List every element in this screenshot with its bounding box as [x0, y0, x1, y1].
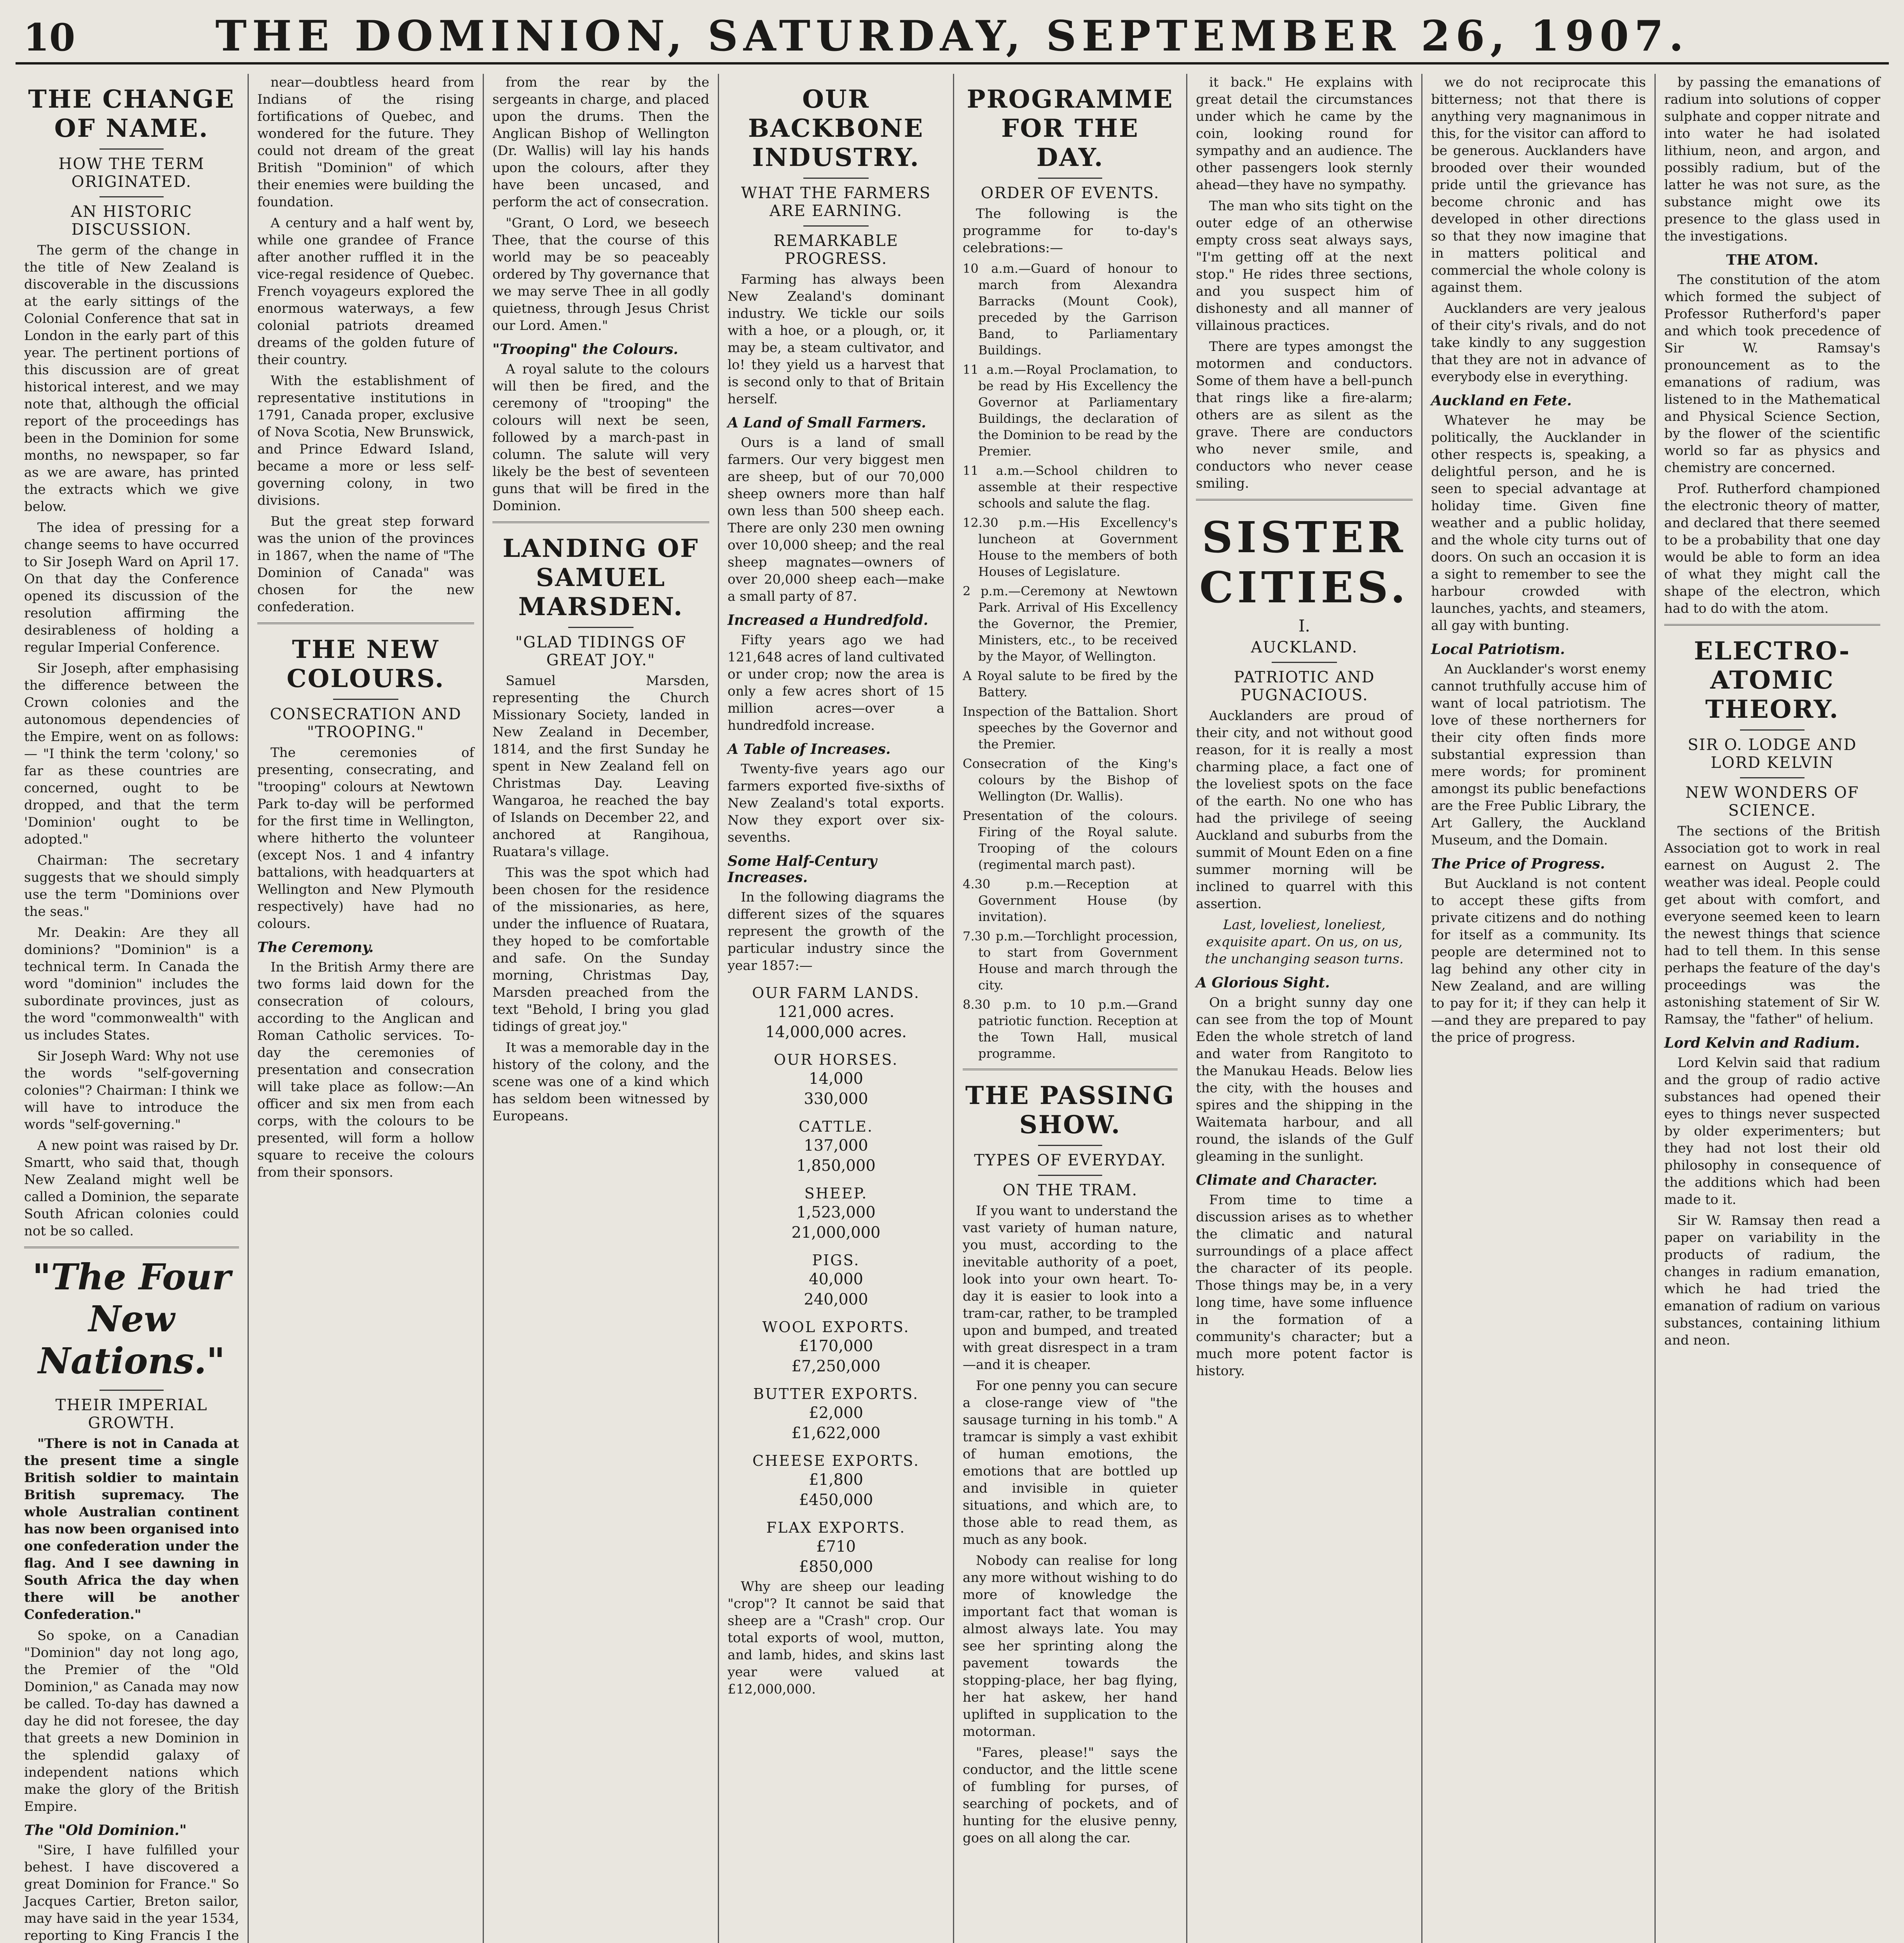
programme-event: Consecration of the King's colours by the Bishop of Wellington (Dr. Wallis). [963, 756, 1178, 804]
article-paragraph: A royal salute to the colours will then be fired, and the ceremony of "trooping" the colours will next be seen, followed by a march-past in column. The salute will very likely be the best of seventeen guns that will be fired in the Dominion. [492, 361, 709, 514]
subheadline: TYPES OF EVERYDAY. [974, 1151, 1166, 1169]
side-heading: Some Half-Century Increases. [728, 853, 877, 886]
diagram-value-now: 1,850,000 [796, 1157, 876, 1175]
diagram-label: FLAX EXPORTS. [766, 1519, 906, 1536]
programme-event: A Royal salute to be fired by the Battery. [963, 668, 1178, 699]
side-heading: Climate and Character. [1196, 1172, 1377, 1188]
section-divider [1196, 499, 1413, 501]
side-heading: A Table of Increases. [728, 741, 891, 757]
article-paragraph: But Auckland is not content to accept these gifts from private citizens and do nothing for itself as a community. Its people are determined not to lag behind any other city in New Zealand, and are willing to pay for it; if they can help it—and they are prepared to pay the price of progress. [1431, 876, 1646, 1045]
article-paragraph: With the establishment of representative institutions in 1791, Canada proper, exclusive of Nova Scotia, New Brunswick, and Prince Edward Island, became a more or less self-governing colony, in two divisions. [257, 373, 474, 508]
subheadline: ON THE TRAM. [1002, 1181, 1138, 1199]
column-2 [249, 74, 484, 1943]
section-divider [492, 522, 709, 523]
article-paragraph: Twenty-five years ago our farmers exported five-sixths of New Zealand's total exports. Now they export over six-sevenths. [728, 761, 944, 845]
programme-event: 7.30 p.m.—Torchlight procession, to start from Government House and march through the city. [963, 929, 1178, 992]
article-paragraph: The ceremonies of presenting, consecrating, and "trooping" colours at Newtown Park to-day will be performed for the first time in Wellington, where hitherto the volunteer (except Nos. 1 and 4 infantry battalions, with headquarters at Wellington and New Plymouth respectively) have had no colours. [257, 745, 474, 931]
article-paragraph: There are types amongst the motormen and conductors. Some of them have a bell-punch that rings like a fire-alarm; others are as silent as the grave. There are conductors who never smile, and conductors who never cease smiling. [1196, 339, 1413, 491]
article-paragraph: by passing the emanations of radium into solutions of copper sulphate and copper nitrate and into water he had isolated lithium, neon, and argon, and possibly radium, but of the latter he was not sure, as the substance might owe its presence to the glass used in the investigations. [1664, 75, 1880, 244]
article-paragraph: it back." He explains with great detail the circumstances under which he came by the coin, looking round for sympathy and an audience. The other passengers look sternly ahead—they have no sympathy. [1196, 75, 1413, 193]
diagram-value-now: £1,622,000 [791, 1424, 881, 1442]
diagram-label: PIGS. [812, 1252, 860, 1269]
article-paragraph: Chairman: The secretary suggests that we should simply use the term "Dominions over the seas." [24, 853, 239, 919]
section-divider [24, 1247, 239, 1248]
side-heading: The Price of Progress. [1431, 856, 1605, 872]
page-number: 10 [23, 16, 75, 59]
side-heading: Local Patriotism. [1431, 641, 1565, 658]
divider [1038, 1175, 1103, 1176]
events-list [963, 260, 1178, 1062]
diagram-value-1857: £2,000 [809, 1404, 863, 1422]
side-heading: A Land of Small Farmers. [728, 415, 926, 431]
article-paragraph: Sir Joseph Ward: Why not use the words "self-governing colonies"? Chairman: I think we will have to introduce the words "self-governing." [24, 1048, 239, 1132]
growth-diagrams [728, 984, 944, 1576]
subheadline: CONSECRATION AND "TROOPING." [270, 705, 462, 741]
section-divider [963, 1069, 1178, 1070]
subheadline: THEIR IMPERIAL GROWTH. [55, 1396, 208, 1432]
article-paragraph: Lord Kelvin said that radium and the group of radio active substances had opened their eyes to things never suspected by older experimenters; but they had not lost their old philosophy in consequence of the additions which had been made to it. [1664, 1055, 1880, 1207]
programme-event: 8.30 p.m. to 10 p.m.—Grand patriotic function. Reception at the Town Hall, musical programme. [963, 997, 1178, 1061]
article-paragraph: So spoke, on a Canadian "Dominion" day not long ago, the Premier of the "Old Dominion," as Canada may now be called. To-day has dawned a day he did not foresee, the day that greets a new Dominion in the splendid galaxy of independent nations which make the glory of the British Empire. [24, 1628, 239, 1814]
article-paragraph: The idea of pressing for a change seems to have occurred to Sir Joseph Ward on April 17. On that day the Conference opened its discussion of the resolution affirming the desirableness of holding a regular Imperial Conference. [24, 520, 239, 655]
subheadline: SIR O. LODGE AND LORD KELVIN [1688, 736, 1857, 772]
article-paragraph: An Aucklander's worst enemy cannot truthfully accuse him of want of local patriotism. The love of these northerners for their city often finds more substantial expression than mere words; for prominent amongst its public benefactions are the Free Public Library, the Art Gallery, the Auckland Museum, and the Domain. [1431, 661, 1646, 848]
article-paragraph: Samuel Marsden, representing the Church Missionary Society, landed in New Zealand in December, 1814, and the first Sunday he spent in New Zealand fell on Christmas Day. Leaving Wangaroa, he reached the bay of Islands on December 22, and anchored at Rangihoua, Ruatara's village. [492, 673, 709, 860]
article-paragraph: Aucklanders are very jealous of their city's rivals, and do not take kindly to any suggestion that they are not in advance of everybody else in everything. [1431, 301, 1646, 385]
programme-event: Presentation of the colours. Firing of the Royal salute. Trooping of the colours (regimental march past). [963, 808, 1178, 872]
divider [568, 627, 633, 628]
subheadline: HOW THE TERM ORIGINATED. [58, 155, 205, 191]
diagram-value-now: £450,000 [799, 1491, 873, 1509]
divider [1740, 777, 1805, 778]
programme-event: 11 a.m.—Royal Proclamation, to be read by His Excellency the Governor at Parliamentary Buildings, the declaration of the Dominion to be read by the Premier. [963, 362, 1178, 459]
divider [1038, 178, 1103, 179]
article-paragraph: The following is the programme for to-day's celebrations:— [963, 206, 1178, 256]
article-paragraph: Mr. Deakin: Are they all dominions? "Dominion" is a technical term. In Canada the word "dominion" includes the subordinate provinces, just as the word "commonwealth" with us includes States. [24, 925, 239, 1043]
article-paragraph: Sir Joseph, after emphasising the difference between the Crown colonies and the autonomous dependencies of the Empire, went on as follows:— "I think the term 'colony,' so far as these countries are concerned, ought to be dropped, and that the term 'Dominion' ought to be adopted." [24, 661, 239, 847]
column-8 [1656, 74, 1889, 1943]
diagram-label: CATTLE. [799, 1118, 873, 1135]
side-heading: Lord Kelvin and Radium. [1664, 1035, 1860, 1051]
diagram-value-1857: £710 [816, 1538, 856, 1556]
diagram-value-now: 21,000,000 [791, 1224, 881, 1242]
diagram-value-now: £850,000 [799, 1558, 873, 1576]
column-5 [954, 74, 1187, 1943]
diagram-value-1857: 1,523,000 [796, 1203, 876, 1221]
article-paragraph: A century and a half went by, while one grandee of France after another ruffled it in the vice-regal residence of Quebec. French voyageurs explored the enormous waterways, a few colonial patriots dreamed dreams of the golden future of their country. [257, 215, 474, 368]
programme-event: Inspection of the Battalion. Short speeches by the Governor and the Premier. [963, 704, 1178, 752]
article-paragraph: from the rear by the sergeants in charge, and placed upon the drums. Then the Anglican Bishop of Wellington (Dr. Wallis) will lay his hands upon the colours, after they have been uncased, and perform the act of consecration. [492, 75, 709, 210]
subheadline: PATRIOTIC AND PUGNACIOUS. [1234, 668, 1375, 704]
article-paragraph: Prof. Rutherford championed the electronic theory of matter, and declared that there seemed to be a probability that one day would be able to form an idea of what they might call the shape of the electron, which had to do with the atom. [1664, 481, 1880, 616]
headline-new-colours: THE NEW COLOURS. [286, 635, 445, 693]
column-3 [484, 74, 719, 1943]
divider [99, 148, 164, 150]
headline-sister-cities: SISTER CITIES. [1199, 512, 1409, 612]
series-number: I. [1298, 616, 1310, 635]
diagram-value-1857: 137,000 [804, 1137, 868, 1155]
headline-four-new-nations: "The Four New Nations." [32, 1256, 231, 1382]
programme-event: 4.30 p.m.—Reception at Government House (by invitation). [963, 877, 1178, 924]
programme-event: 11 a.m.—School children to assemble at their respective schools and salute the flag. [963, 463, 1178, 511]
article-paragraph: "Sire, I have fulfilled your behest. I have discovered a great Dominion for France." So Jacques Cartier, Breton sailor, may have said in the year 1534, reporting to King Francis I the [24, 1842, 239, 1943]
article-paragraph: Ours is a land of small farmers. Our very biggest men are sheep, but of our 70,000 sheep owners more than half own less than 500 sheep each. There are only 230 men owning over 10,000 sheep; and the real sheep magnates—owners of over 20,000 sheep each—make a small party of 87. [728, 435, 944, 604]
article-paragraph: near—doubtless heard from Indians of the rising fortifications of Quebec, and wondered for the future. They could not dream of the great British "Dominion" of which their enemies were building the foundation. [257, 75, 474, 210]
headline-change-of-name: THE CHANGE OF NAME. [28, 85, 235, 143]
subheadline: NEW WONDERS OF SCIENCE. [1685, 784, 1859, 820]
column-6 [1187, 74, 1422, 1943]
divider [1272, 662, 1337, 663]
side-heading: Increased a Hundredfold. [728, 612, 928, 628]
programme-event: 2 p.m.—Ceremony at Newtown Park. Arrival of His Excellency the Governor, the Premier, Ministers, etc., to be received by the Mayor, of Wellington. [963, 584, 1178, 664]
article-paragraph: On a bright sunny day one can see from the top of Mount Eden the whole stretch of land and water from Rangitoto to the Manukau Heads. Below lies the city, with the houses and spires and the shipping in the Waitemata harbour, and all round, the islands of the Gulf gleaming in the sunlight. [1196, 995, 1413, 1164]
article-paragraph: we do not reciprocate this bitterness; not that there is anything very magnanimous in this, for the visitor can afford to be generous. Aucklanders have brooded over their wounded pride until the grievance has become chronic and has developed in other directions so that they now imagine that in matters political and commercial the whole colony is against them. [1431, 75, 1646, 295]
side-heading: "Trooping" the Colours. [492, 341, 678, 358]
diagram-value-1857: £170,000 [799, 1337, 873, 1355]
subheadline: WHAT THE FARMERS ARE EARNING. [741, 184, 931, 220]
article-paragraph: Farming has always been New Zealand's dominant industry. We tickle our soils with a hoe, or a plough, or, it may be, a steam cultivator, and lo! they yield us a harvest that is second only to that of Britain herself. [728, 272, 944, 407]
masthead [16, 0, 1889, 65]
article-paragraph: Whatever he may be politically, the Aucklander in other respects is, speaking, a delightful person, and he is seen to special advantage at holiday time. Given fine weather and a public holiday, and the whole city turns out of doors. On such an occasion it is a sight to remember to see the harbour crowded with launches, yachts, and steamers, all gay with bunting. [1431, 413, 1646, 633]
article-paragraph: Why are sheep our leading "crop"? It cannot be said that sheep are a "Crash" crop. Our total exports of wool, mutton, and lamb, hides, and skins last year were valued at £12,000,000. [728, 1579, 944, 1697]
side-heading: The Ceremony. [257, 939, 374, 956]
column-4 [719, 74, 954, 1943]
article-paragraph: Nobody can realise for long any more without wishing to do more of knowledge the important fact that woman is almost always late. You may see her sprinting along the pavement towards the stopping-place, her bag flying, her hat askew, her hand uplifted in supplication to the motorman. [963, 1553, 1178, 1739]
column-7 [1422, 74, 1656, 1943]
page-columns [16, 74, 1889, 1943]
diagram-value-1857: 14,000 [809, 1070, 863, 1088]
diagram-label: SHEEP. [804, 1185, 868, 1202]
diagram-value-now: £7,250,000 [791, 1357, 881, 1375]
article-paragraph: From time to time a discussion arises as to whether the climatic and natural surroundings of a place affect the character of its people. Those things may be, in a very long time, have some influence in the formation of a community's character; but a much more potent factor is history. [1196, 1192, 1413, 1379]
divider [333, 699, 398, 700]
diagram-label: CHEESE EXPORTS. [752, 1452, 920, 1469]
diagram-value-now: 14,000,000 acres. [765, 1023, 907, 1041]
side-heading: THE ATOM. [1726, 252, 1818, 268]
subheadline: AN HISTORIC DISCUSSION. [71, 203, 192, 239]
diagram-value-now: 240,000 [804, 1291, 868, 1308]
divider [803, 225, 868, 227]
subheadline: ORDER OF EVENTS. [981, 184, 1160, 202]
programme-event: 10 a.m.—Guard of honour to march from Alexandra Barracks (Mount Cook), preceded by the Garrison Band, to Parliamentary Buildings. [963, 261, 1178, 358]
article-paragraph: This was the spot which had been chosen for the residence of the missionaries, as here, under the influence of Ruatara, they hoped to be comfortable and safe. On the Sunday morning, Christmas Day, Marsden preached from the text "Behold, I bring you glad tidings of great joy." [492, 865, 709, 1034]
article-paragraph: "Grant, O Lord, we beseech Thee, that the course of this world may be so peaceably ordered by Thy governance that we may serve Thee in all godly quietness, through Jesus Christ our Lord. Amen." [492, 215, 709, 333]
diagram-value-1857: 121,000 acres. [777, 1003, 895, 1021]
article-verse: Last, loveliest, loneliest, exquisite apart. On us, on us, the unchanging season turns. [1205, 917, 1404, 967]
headline-passing-show: THE PASSING SHOW. [965, 1081, 1175, 1139]
divider [1740, 729, 1805, 731]
diagram-label: OUR FARM LANDS. [752, 984, 920, 1001]
article-paragraph: In the following diagrams the different sizes of the squares represent the growth of the particular industry since the year 1857:— [728, 890, 944, 973]
newspaper-title: THE DOMINION, SATURDAY, SEPTEMBER 26, 1907. [215, 12, 1689, 61]
diagram-label: WOOL EXPORTS. [762, 1319, 910, 1336]
subheadline: "GLAD TIDINGS OF GREAT JOY." [515, 633, 687, 669]
subheadline: REMARKABLE PROGRESS. [773, 232, 899, 268]
subheadline: AUCKLAND. [1251, 638, 1358, 656]
divider [99, 196, 164, 197]
divider [1038, 1145, 1103, 1146]
diagram-value-now: 330,000 [804, 1090, 868, 1108]
headline-programme: PROGRAMME FOR THE DAY. [967, 85, 1174, 172]
article-paragraph: If you want to understand the vast variety of human nature, you must, according to the inevitable authority of a poet, look into your own heart. To-day it is easier to look into a tram-car, rather, to be trampled upon and bumped, and treated with great disrespect in a tram—and it is cheaper. [963, 1203, 1178, 1373]
article-paragraph: The man who sits tight on the outer edge of an otherwise empty cross seat always says, "I'm getting off at the next stop." He rides three sections, and you suspect him of dishonesty and all manner of villainous practices. [1196, 198, 1413, 333]
article-quote: "There is not in Canada at the present time a single British soldier to maintain British supremacy. The whole Australian continent has now been organised into one confederation under the flag. And I see dawning in South Africa the day when there will be another Confederation." [24, 1436, 239, 1622]
divider [803, 178, 868, 179]
article-paragraph: "Fares, please!" says the conductor, and the little scene of fumbling for purses, of searching of pockets, and of hunting for the elusive penny, goes on all along the car. [963, 1745, 1178, 1846]
article-paragraph: It was a memorable day in the history of the colony, and the scene was one of a kind which has seldom been witnessed by Europeans. [492, 1040, 709, 1124]
side-heading: A Glorious Sight. [1196, 975, 1330, 991]
column-1 [16, 74, 249, 1943]
headline-electro-atomic-theory: ELECTRO-ATOMIC THEORY. [1694, 637, 1851, 724]
article-paragraph: The germ of the change in the title of New Zealand is discoverable in the discussions at the early sittings of the Colonial Conference that sat in London in the early part of this year. The pertinent portions of this discussion are of great historical interest, and we may note that, although the official report of the proceedings has been in the Dominion for some months, no newspaper, so far as we are aware, has printed the extracts which we give below. [24, 242, 239, 515]
side-heading: Auckland en Fete. [1431, 392, 1572, 409]
article-paragraph: The constitution of the atom which formed the subject of Professor Rutherford's paper and which took precedence of Sir W. Ramsay's pronouncement as to the emanations of radium, was listened to in the Mathematical and Physical Science Section, by the flower of the scientific world so far as physics and chemistry are concerned. [1664, 272, 1880, 476]
article-paragraph: For one penny you can secure a close-range view of "the sausage turning in his tomb." A tramcar is simply a vast exhibit of human emotions, the emotions that are bottled up and invisible in quieter situations, and which are, to those able to read them, as much as any book. [963, 1378, 1178, 1547]
diagram-label: OUR HORSES. [773, 1051, 899, 1068]
article-paragraph: Fifty years ago we had 121,648 acres of land cultivated or under crop; now the area is only a few acres short of 15 million acres—over a hundredfold increase. [728, 632, 944, 733]
diagram-value-1857: £1,800 [809, 1471, 863, 1489]
article-paragraph: A new point was raised by Dr. Smartt, who said that, though New Zealand might well be called a Dominion, the separate South African colonies could not be so called. [24, 1138, 239, 1239]
divider [99, 1390, 164, 1391]
diagram-label: BUTTER EXPORTS. [753, 1385, 919, 1402]
section-divider [1664, 624, 1880, 626]
headline-landing-of-marsden: LANDING OF SAMUEL MARSDEN. [503, 534, 699, 621]
diagram-value-1857: 40,000 [809, 1270, 863, 1288]
programme-event: 12.30 p.m.—His Excellency's luncheon at Government House to the members of both Houses of Legislature. [963, 515, 1178, 579]
headline-backbone-industry: OUR BACKBONE INDUSTRY. [748, 85, 924, 172]
article-paragraph: Aucklanders are proud of their city, and not without good reason, for it is really a most charming place, a fact one of the loveliest spots on the face of the earth. No one who has had the privilege of seeing Auckland and suburbs from the summit of Mount Eden on a fine summer morning will be inclined to quarrel with this assertion. [1196, 708, 1413, 912]
side-heading: The "Old Dominion." [24, 1822, 187, 1838]
section-divider [257, 623, 474, 624]
article-paragraph: But the great step forward was the union of the provinces in 1867, when the name of "The Dominion of Canada" was chosen for the new confederation. [257, 514, 474, 615]
article-paragraph: The sections of the British Association got to work in real earnest on August 2. The weather was ideal. People could get about with comfort, and everyone seemed keen to learn the newest things that science had to tell them. In this sense perhaps the feature of the day's proceedings was the astonishing statement of Sir W. Ramsay, the "father" of helium. [1664, 823, 1880, 1027]
article-paragraph: Sir W. Ramsay then read a paper on variability in the products of radium, the changes in radium emanation, which he had tried the emanation of radium on various substances, containing lithium and neon. [1664, 1213, 1880, 1348]
article-paragraph: In the British Army there are two forms laid down for the consecration of colours, according to the Anglican and Roman Catholic services. To-day the ceremonies of presentation and consecration will take place as follow:—An officer and six men from each corps, with the colours to be presented, will form a hollow square to receive the colours from their sponsors. [257, 959, 474, 1180]
